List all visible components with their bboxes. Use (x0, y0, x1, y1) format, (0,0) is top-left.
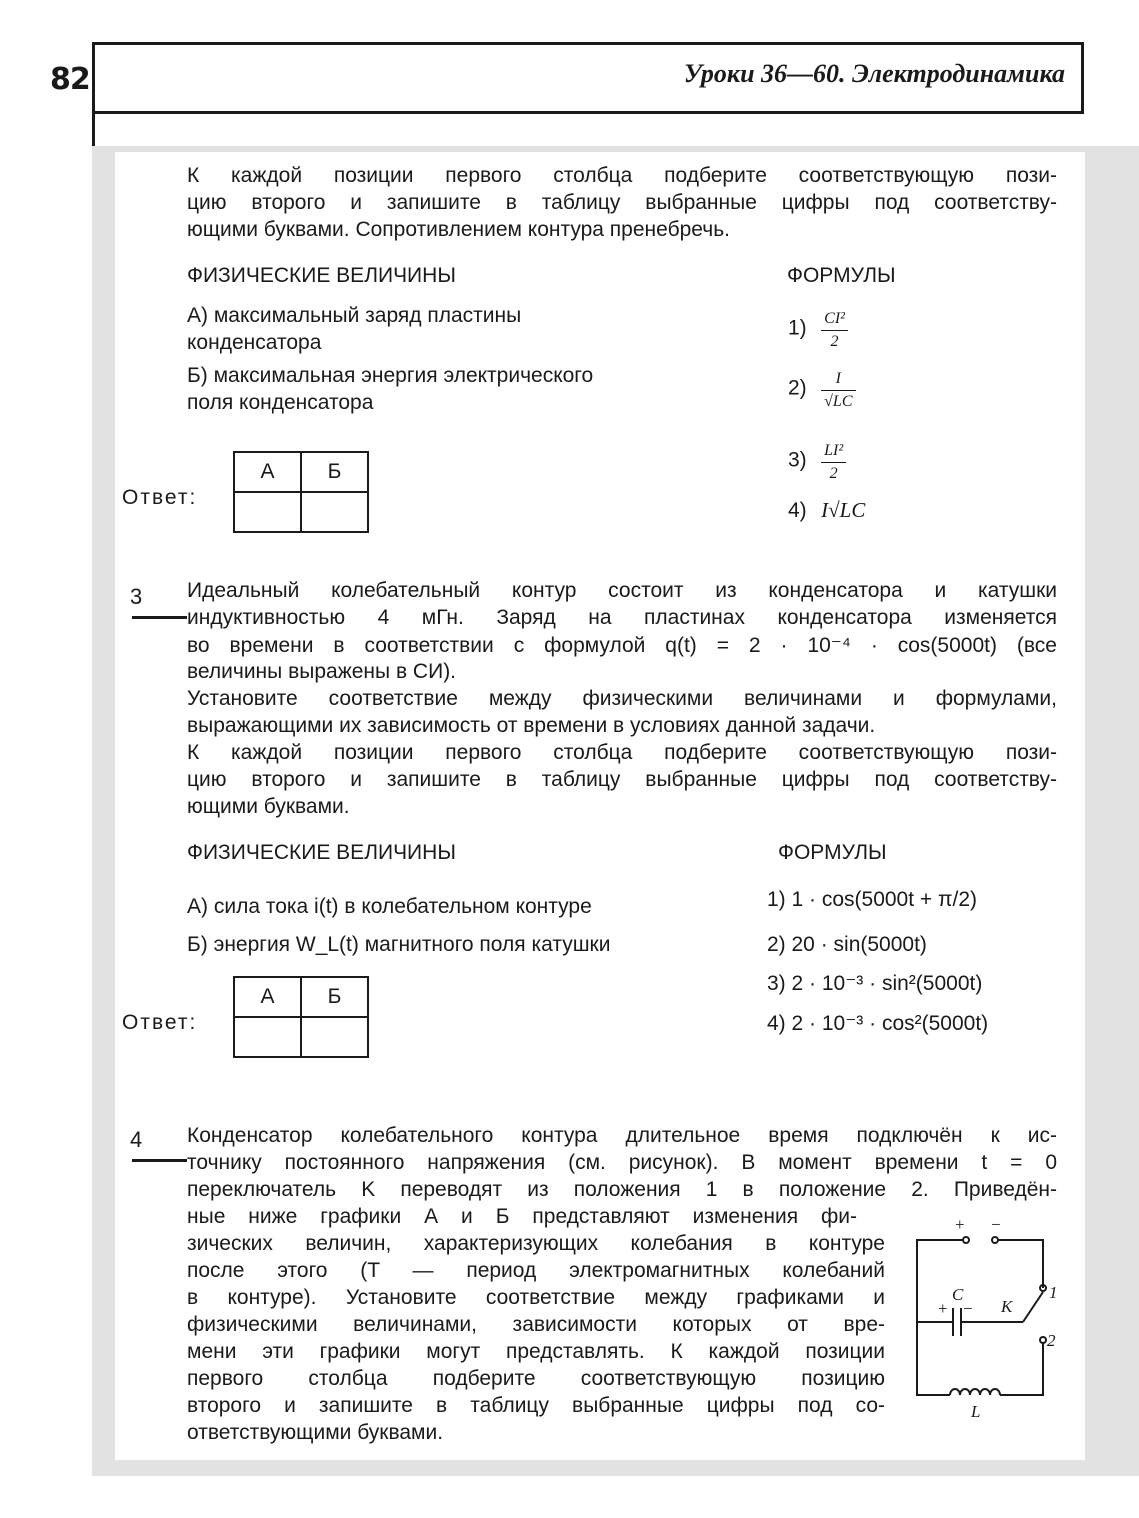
task4-text-line: зических величин, характеризующих колебания в контуре (187, 1232, 885, 1255)
header-divider (92, 108, 95, 150)
task4-text-line: после этого (T — период электромагнитных колебаний (187, 1259, 885, 1282)
circuit-wire (917, 1370, 950, 1395)
page-header (92, 42, 1084, 114)
task4-text-line: ответствующими буквами. (187, 1421, 444, 1444)
task4-text-line: переключатель K переводят из положения 1 в положение 2. Приведён- (187, 1178, 1057, 1201)
task2-answer-table (233, 451, 369, 533)
label-plus-cap: + (938, 1299, 948, 1318)
task2-formula-1 (788, 308, 848, 353)
fraction-denominator: √LC (824, 393, 853, 410)
task2-intro-line: ющими буквами. Сопротивлением контура пренебречь. (187, 218, 730, 241)
task3-formula-1: 1) 1 · cos(5000t + π/2) (767, 888, 977, 911)
formula-number: 4) (788, 499, 807, 522)
label-switch: K (1001, 1297, 1013, 1316)
fraction (821, 368, 855, 413)
fraction-denominator: 2 (829, 465, 838, 482)
inductor-coil (950, 1389, 1000, 1395)
task4-text-line: ные ниже графики А и Б представляют изменения фи- (187, 1205, 857, 1228)
formula-expression: I√LC (821, 498, 866, 522)
label-minus-cap: − (963, 1299, 973, 1318)
task3-answer-table (233, 976, 369, 1058)
header-title: Уроки 36—60. Электродинамика (683, 59, 1065, 88)
task3-text-line: К каждой позиции первого столбца подберите соответствующую пози- (187, 741, 1057, 764)
label-inductor: L (971, 1402, 981, 1421)
formula-number: 2) (788, 376, 807, 400)
terminal-plus (963, 1237, 969, 1243)
formula-number: 3) (788, 448, 807, 472)
task3-col2-header: ФОРМУЛЫ (778, 841, 887, 864)
fraction (821, 308, 848, 353)
task3-text-line: величины выражены в СИ). (187, 660, 457, 683)
label-position-2: 2 (1047, 1331, 1056, 1350)
task2-formula-3 (788, 440, 846, 485)
circuit-diagram (905, 1210, 1065, 1430)
label-capacitor: C (952, 1285, 964, 1304)
task3-text-line: цию второго и запишите в таблицу выбранные цифры под соответству- (187, 768, 1057, 791)
answer-header-a: А (234, 977, 301, 1017)
task3-formula-3: 3) 2 · 10⁻³ · sin²(5000t) (767, 972, 983, 995)
task3-text-line: выражающими их зависимость от времени в условиях данной задачи. (187, 714, 876, 737)
task2-item-b-line1: Б) максимальная энергия электрического (187, 364, 594, 387)
task4-marker-line (132, 1159, 187, 1162)
task3-text-line: индуктивностью 4 мГн. Заряд на пластинах конденсатора изменяется (187, 606, 1057, 629)
answer-header-b: Б (301, 452, 368, 492)
answer-cell-a[interactable] (234, 492, 301, 532)
fraction-denominator: 2 (830, 333, 839, 350)
circuit-wire (1000, 1343, 1043, 1395)
task2-col1-header: ФИЗИЧЕСКИЕ ВЕЛИЧИНЫ (187, 264, 456, 287)
task3-col1-header: ФИЗИЧЕСКИЕ ВЕЛИЧИНЫ (187, 841, 456, 864)
task2-item-b-line2: поля конденсатора (187, 391, 374, 414)
answer-cell-b[interactable] (301, 492, 368, 532)
task2-formula-2 (788, 368, 856, 413)
task4-number: 4 (130, 1127, 143, 1152)
formula-number: 1) (788, 316, 807, 340)
page-number: 82 (50, 62, 90, 97)
task3-text-line: во времени в соответствии с формулой q(t) = 2 · 10⁻⁴ · cos(5000t) (все (187, 634, 1057, 657)
task3-text-line: Идеальный колебательный контур состоит из конденсатора и катушки (187, 579, 1057, 602)
answer-header-a: А (234, 452, 301, 492)
terminal-minus (992, 1237, 998, 1243)
task2-item-a-line2: конденсатора (187, 331, 322, 354)
switch-blade (1023, 1292, 1043, 1322)
task4-text-line: в контуре). Установите соответствие между графиками и (187, 1286, 885, 1309)
task3-text-line: ющими буквами. (187, 795, 350, 818)
label-position-1: 1 (1049, 1283, 1058, 1302)
task3-text-line: Установите соответствие между физическими величинами и формулами, (187, 687, 1057, 710)
label-minus-top: − (991, 1215, 1001, 1234)
answer-header-b: Б (301, 977, 368, 1017)
fraction-numerator: I (821, 368, 855, 391)
task2-col2-header: ФОРМУЛЫ (787, 264, 896, 287)
fraction (821, 440, 846, 485)
task3-item-a: А) сила тока i(t) в колебательном контуре (187, 895, 592, 918)
fraction-numerator: CI² (821, 308, 848, 331)
task4-text-line: физическими величинами, зависимости которых от вре- (187, 1313, 885, 1336)
task2-item-a-line1: А) максимальный заряд пластины (187, 304, 522, 327)
task3-item-b: Б) энергия W_L(t) магнитного поля катушки (187, 933, 611, 956)
task4-text-line: второго и запишите в таблицу выбранные цифры под со- (187, 1394, 885, 1417)
task3-answer-label: Ответ: (122, 1011, 198, 1034)
task3-number: 3 (130, 584, 143, 609)
circuit-wire (998, 1240, 1043, 1288)
fraction-numerator: LI² (821, 440, 846, 463)
label-plus-top: + (955, 1215, 965, 1234)
task3-formula-4: 4) 2 · 10⁻³ · cos²(5000t) (767, 1012, 989, 1035)
task4-text-line: Конденсатор колебательного контура длительное время подключён к ис- (187, 1124, 1057, 1147)
task3-formula-2: 2) 20 · sin(5000t) (767, 933, 927, 956)
task4-text-line: первого столбца подберите соответствующую позицию (187, 1367, 885, 1390)
answer-cell-a[interactable] (234, 1017, 301, 1057)
task4-text-line: точнику постоянного напряжения (см. рисунок). В момент времени t = 0 (187, 1151, 1057, 1174)
task4-text-line: мени эти графики могут представлять. К каждой позиции (187, 1340, 885, 1363)
task3-marker-line (132, 616, 187, 619)
switch-contact-2 (1040, 1337, 1046, 1343)
task2-formula-4 (788, 498, 865, 523)
task2-answer-label: Ответ: (122, 486, 198, 509)
task2-intro-line: цию второго и запишите в таблицу выбранные цифры под соответству- (187, 191, 1057, 214)
task2-intro-line: К каждой позиции первого столбца подберите соответствующую пози- (187, 164, 1057, 187)
answer-cell-b[interactable] (301, 1017, 368, 1057)
